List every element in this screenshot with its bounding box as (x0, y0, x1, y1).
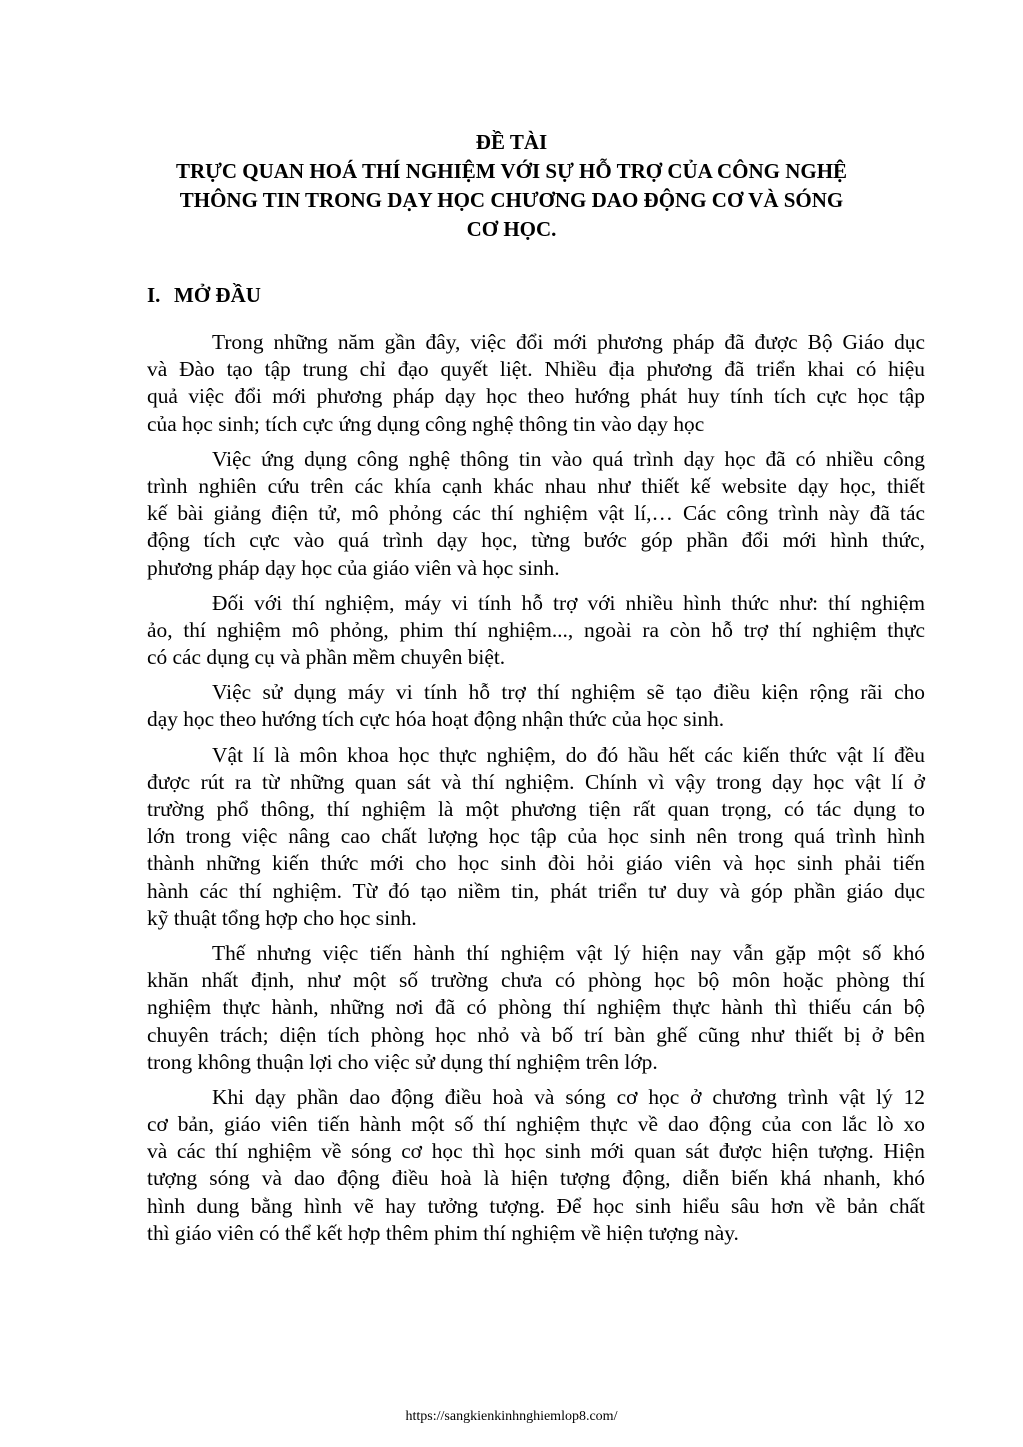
paragraph-line: Việc sử dụng máy vi tính hỗ trợ thí nghiệm sẽ tạo điều kiện rộng rãi cho (212, 680, 925, 705)
document-title (100, 128, 923, 244)
paragraph-line: được rút ra từ những quan sát và thí nghiệm. Chính vì vậy trong dạy học vật lí ở (147, 769, 925, 794)
paragraph-line: và Đào tạo tập trung chỉ đạo quyết liệt. Nhiều địa phương đã triển khai có hiệu (147, 357, 925, 382)
paragraph-line: nghiệm thực hành, những nơi đã có phòng thí nghiệm thực hành thì thiếu cán bộ (147, 995, 925, 1020)
paragraph (147, 742, 925, 932)
paragraph-line: lớn trong việc nâng cao chất lượng học tập của học sinh nên trong quá trình hình (147, 824, 925, 849)
paragraph (147, 590, 925, 672)
paragraph-line: kỹ thuật tổng hợp cho học sinh. (147, 905, 417, 930)
paragraph-line: thì giáo viên có thể kết hợp thêm phim thí nghiệm về hiện tượng này. (147, 1220, 739, 1245)
paragraph-line: phương pháp dạy học của giáo viên và học sinh. (147, 555, 560, 580)
paragraph-line: quả việc đổi mới phương pháp dạy học theo hướng phát huy tính tích cực học tập (147, 384, 925, 409)
paragraph-line: Trong những năm gần đây, việc đổi mới phương pháp đã được Bộ Giáo dục (212, 330, 925, 354)
paragraph-line: trường phổ thông, thí nghiệm là một phương tiện rất quan trọng, có tác dụng to (147, 797, 925, 821)
paragraph-line: Vật lí là môn khoa học thực nghiệm, do đó hầu hết các kiến thức vật lí đều (212, 742, 925, 767)
paragraph-line: kế bài giảng điện tử, mô phỏng các thí nghiệm vật lí,… Các công trình này đã tác (147, 501, 925, 526)
paragraph-line: ảo, thí nghiệm mô phỏng, phim thí nghiệm..., ngoài ra còn hỗ trợ thí nghiệm thực (147, 617, 925, 642)
paragraph-line: thành những kiến thức mới cho học sinh đòi hỏi giáo viên và học sinh phải tiến (147, 851, 925, 876)
paragraph-line: Khi dạy phần dao động điều hoà và sóng cơ học ở chương trình vật lý 12 (212, 1084, 925, 1109)
section-heading (147, 281, 261, 310)
paragraph (147, 679, 925, 733)
title-line: TRỰC QUAN HOÁ THÍ NGHIỆM VỚI SỰ HỖ TRỢ CỦA CÔNG NGHỆ (175, 159, 848, 183)
paragraph (147, 1084, 925, 1247)
paragraph-line: Đối với thí nghiệm, máy vi tính hỗ trợ với nhiều hình thức như: thí nghiệm (212, 590, 925, 615)
paragraph-line: của học sinh; tích cực ứng dụng công nghệ thông tin vào dạy học (147, 411, 705, 436)
paragraph-line: khăn nhất định, như một số trường chưa có phòng học bộ môn hoặc phòng thí (147, 968, 925, 993)
paragraph-line: chuyên trách; diện tích phòng học nhỏ và bố trí bàn ghế cũng như thiết bị ở bên (147, 1022, 925, 1047)
paragraph-line: dạy học theo hướng tích cực hóa hoạt động nhận thức của học sinh. (147, 707, 725, 732)
paragraph (147, 446, 925, 582)
paragraph-line: Thế nhưng việc tiến hành thí nghiệm vật lý hiện nay vẫn gặp một số khó (212, 940, 925, 965)
paragraph-line: Việc ứng dụng công nghệ thông tin vào quá trình dạy học đã có nhiều công (212, 446, 925, 471)
paragraph (147, 329, 925, 438)
title-line: CƠ HỌC. (466, 217, 557, 241)
paragraph-line: trong không thuận lợi cho việc sử dụng thí nghiệm trên lớp. (147, 1049, 658, 1074)
paragraph-line: hành các thí nghiệm. Từ đó tạo niềm tin, phát triển tư duy và góp phần giáo dục (147, 878, 925, 903)
section-title: MỞ ĐẦU (174, 283, 261, 307)
title-line: THÔNG TIN TRONG DẠY HỌC CHƯƠNG DAO ĐỘNG CƠ VÀ SÓNG (179, 188, 844, 212)
paragraph-line: hình dung bằng hình vẽ hay tưởng tượng. Để học sinh hiểu sâu hơn về bản chất (147, 1193, 925, 1218)
paragraph-line: tượng sóng và dao động điều hoà là hiện tượng động, diễn biến khá nhanh, khó (147, 1166, 925, 1191)
paragraph-line: cơ bản, giáo viên tiến hành một số thí nghiệm thực về dao động của con lắc lò xo (147, 1112, 925, 1137)
footer-url: https://sangkienkinhnghiemlop8.com/ (405, 1409, 618, 1424)
paragraph-line: động tích cực vào quá trình dạy học, từng bước góp phần đổi mới hình thức, (147, 528, 925, 553)
paragraph-line: và các thí nghiệm về sóng cơ học thì học sinh mới quan sát được hiện tượng. Hiện (147, 1139, 925, 1164)
paragraph-line: trình nghiên cứu trên các khía cạnh khác nhau như thiết kế website dạy học, thiết (147, 473, 925, 498)
paragraph (147, 940, 925, 1076)
paragraph-line: có các dụng cụ và phần mềm chuyên biệt. (147, 645, 506, 670)
body-text (147, 329, 925, 1255)
title-label: ĐỀ TÀI (475, 130, 548, 154)
section-number: I. (147, 283, 161, 307)
